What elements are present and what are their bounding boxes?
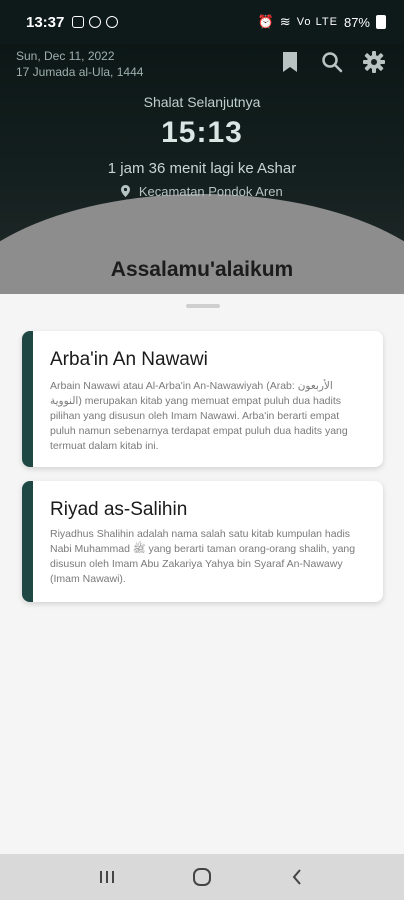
date-block <box>16 48 143 80</box>
next-prayer-time: 15:13 <box>161 116 243 149</box>
prayer-countdown: 1 jam 36 menit lagi ke Ashar <box>107 160 297 177</box>
top-actions <box>278 50 386 74</box>
card-description: Riyadhus Shalihin adalah nama salah satu kitab kumpulan hadis Nabi Muhammad ﷺ yang berarti taman orang-orang shalih, yang disusun oleh Imam Abu Zakariya Yahya bin Syaraf An-Nawawy (Imam Nawawi). <box>50 528 356 585</box>
next-prayer-label: Shalat Selanjutnya <box>143 94 261 110</box>
prayer-header <box>0 44 404 294</box>
book-card-riyad[interactable] <box>22 481 383 602</box>
card-title: Riyad as-Salihin <box>50 499 188 520</box>
status-time: 13:37 <box>26 13 65 31</box>
home-icon[interactable] <box>187 862 217 892</box>
back-icon[interactable] <box>282 862 312 892</box>
battery-percent: 87% <box>343 14 370 30</box>
location-label: Kecamatan Pondok Aren <box>138 184 283 199</box>
bottom-sheet <box>0 294 404 854</box>
app-notification-icon <box>89 16 101 28</box>
image-notification-icon <box>72 16 84 28</box>
battery-icon <box>376 15 386 29</box>
status-bar <box>0 0 404 44</box>
bookmark-icon[interactable] <box>278 50 302 74</box>
gregorian-date: Sun, Dec 11, 2022 <box>16 49 115 63</box>
card-accent-bar <box>22 481 33 602</box>
sheet-drag-handle[interactable] <box>186 304 220 308</box>
greeting: Assalamu'alaikum <box>110 258 294 281</box>
hijri-date: 17 Jumada al-Ula, 1444 <box>16 65 144 79</box>
signal-icon: Vo LTE <box>296 16 338 28</box>
status-right <box>258 14 386 30</box>
location[interactable] <box>0 184 404 199</box>
system-nav-bar <box>0 854 404 900</box>
settings-notification-icon <box>106 16 118 28</box>
card-accent-bar <box>22 331 33 467</box>
recent-apps-icon[interactable] <box>92 862 122 892</box>
alarm-icon: ⏰ <box>257 14 274 29</box>
card-title: Arba'in An Nawawi <box>50 349 208 370</box>
gear-icon[interactable] <box>362 50 386 74</box>
search-icon[interactable] <box>320 50 344 74</box>
location-pin-icon <box>121 184 139 199</box>
wifi-icon: ≋ <box>279 14 291 29</box>
card-description: Arbain Nawawi atau Al-Arba'in An-Nawawiyah (Arab: الأربعون النووية) merupakan kitab yang memuat empat puluh dua hadits pilihan yang disusun oleh Imam Nawawi. Arba'in berarti empat puluh namun sebenarnya terdapat empat puluh dua hadits yang termuat dalam kitab ini. <box>50 380 348 452</box>
notification-icons <box>72 16 118 28</box>
book-card-arbain[interactable] <box>22 331 383 467</box>
